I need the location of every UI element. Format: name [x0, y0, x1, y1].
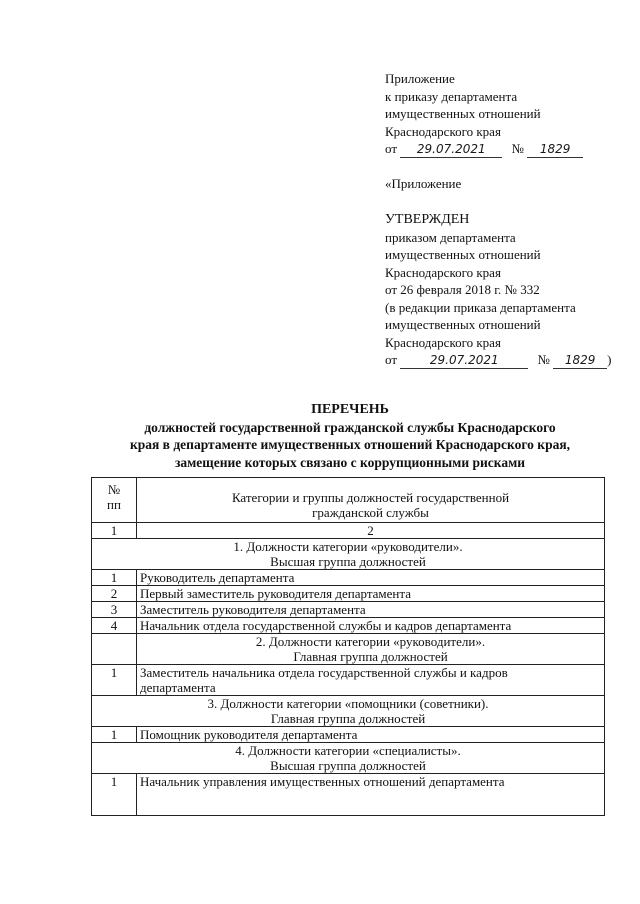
row-position: Заместитель руководителя департамента — [137, 602, 605, 618]
col-header-category — [137, 478, 605, 523]
row-position-line2: департамента — [140, 680, 216, 695]
row-position-line1: Заместитель начальника отдела государственной службы и кадров — [140, 665, 508, 680]
section-2-empty-cell — [92, 634, 137, 665]
header-line3: имущественных отношений — [385, 106, 541, 121]
row-number: 2 — [92, 586, 137, 602]
row-position: Руководитель департамента — [137, 570, 605, 586]
section-2-header — [137, 634, 605, 665]
approved-date-prefix: от — [385, 352, 398, 367]
document-title-main: ПЕРЕЧЕНЬ — [311, 402, 389, 417]
header-date-prefix: от — [385, 141, 398, 156]
row-number: 1 — [92, 665, 137, 696]
header-number-handwritten: 1829 — [527, 142, 583, 158]
document-title-line3: замещение которых связано с коррупционными рисками — [174, 454, 526, 470]
header-line4: Краснодарского края — [385, 123, 501, 139]
section-2-title: 2. Должности категории «руководители». — [255, 634, 486, 649]
table-row — [92, 618, 605, 634]
header-date-handwritten: 29.07.2021 — [400, 142, 502, 158]
row-position: Начальник управления имущественных отношений департамента — [137, 774, 605, 816]
order-header — [385, 70, 583, 158]
approved-number-prefix: № — [537, 352, 550, 367]
section-1-header — [92, 539, 605, 570]
table-header-row — [92, 478, 605, 523]
section-row — [92, 539, 605, 570]
approved-title: УТВЕРЖДЕН — [385, 212, 470, 227]
section-3-group: Главная группа должностей — [270, 711, 426, 726]
section-row — [92, 743, 605, 774]
approved-line6: имущественных отношений — [385, 317, 541, 332]
table-row — [92, 570, 605, 586]
approved-number-handwritten: 1829 — [553, 353, 607, 369]
approved-line5: (в редакции приказа департамента — [385, 299, 576, 315]
row-position: Начальник отдела государственной службы и кадров департамента — [137, 618, 605, 634]
approved-line4: от 26 февраля 2018 г. № 332 — [385, 282, 540, 297]
approved-line3: Краснодарского края — [385, 264, 501, 280]
approved-line7: Краснодарского края — [385, 334, 501, 350]
header-line2: к приказу департамента — [385, 88, 518, 104]
row-number: 1 — [92, 727, 137, 743]
section-1-title: 1. Должности категории «руководители». — [233, 539, 463, 554]
header-number-prefix: № — [511, 141, 524, 156]
row-number: 4 — [92, 618, 137, 634]
section-3-header — [92, 696, 605, 727]
document-title — [100, 401, 600, 471]
header-date-line — [385, 140, 583, 158]
section-3-title: 3. Должности категории «помощники (советники). — [207, 696, 489, 711]
section-4-title: 4. Должности категории «специалисты». — [235, 743, 461, 758]
col-header-category-line2: гражданской службы — [312, 505, 429, 520]
approved-line1: приказом департамента — [385, 229, 516, 245]
section-row — [92, 634, 605, 665]
row-position: Помощник руководителя департамента — [137, 727, 605, 743]
row-position — [137, 665, 605, 696]
table-row — [92, 602, 605, 618]
col-header-number-line1: № — [107, 482, 121, 497]
document-title-line1: должностей государственной гражданской службы Краснодарского — [144, 419, 556, 435]
positions-table — [91, 477, 605, 816]
header-line1: Приложение — [385, 71, 455, 86]
row-number: 1 — [92, 570, 137, 586]
approved-date-handwritten: 29.07.2021 — [400, 353, 528, 369]
col-header-number-line2: пп — [107, 497, 121, 512]
approved-closing-paren: ) — [607, 352, 612, 367]
section-1-group: Высшая группа должностей — [270, 554, 426, 569]
col-number-label-2: 2 — [137, 523, 605, 539]
col-header-category-line1: Категории и группы должностей государственной — [231, 490, 510, 505]
section-row — [92, 696, 605, 727]
approved-line2: имущественных отношений — [385, 247, 541, 262]
row-position: Первый заместитель руководителя департамента — [137, 586, 605, 602]
table-row — [92, 665, 605, 696]
row-number: 1 — [92, 774, 137, 816]
appendix-label: «Приложение — [385, 176, 462, 191]
section-2-group: Главная группа должностей — [293, 649, 448, 664]
section-4-group: Высшая группа должностей — [270, 758, 426, 773]
section-4-header — [92, 743, 605, 774]
table-row — [92, 727, 605, 743]
col-number-label-1: 1 — [92, 523, 137, 539]
approved-date-line — [385, 351, 612, 369]
approved-block — [385, 211, 612, 369]
document-title-line2: края в департаменте имущественных отношений Краснодарского края, — [129, 437, 571, 452]
table-row — [92, 523, 605, 539]
table-row — [92, 774, 605, 816]
row-number: 3 — [92, 602, 137, 618]
col-header-number — [92, 478, 137, 523]
table-row — [92, 586, 605, 602]
